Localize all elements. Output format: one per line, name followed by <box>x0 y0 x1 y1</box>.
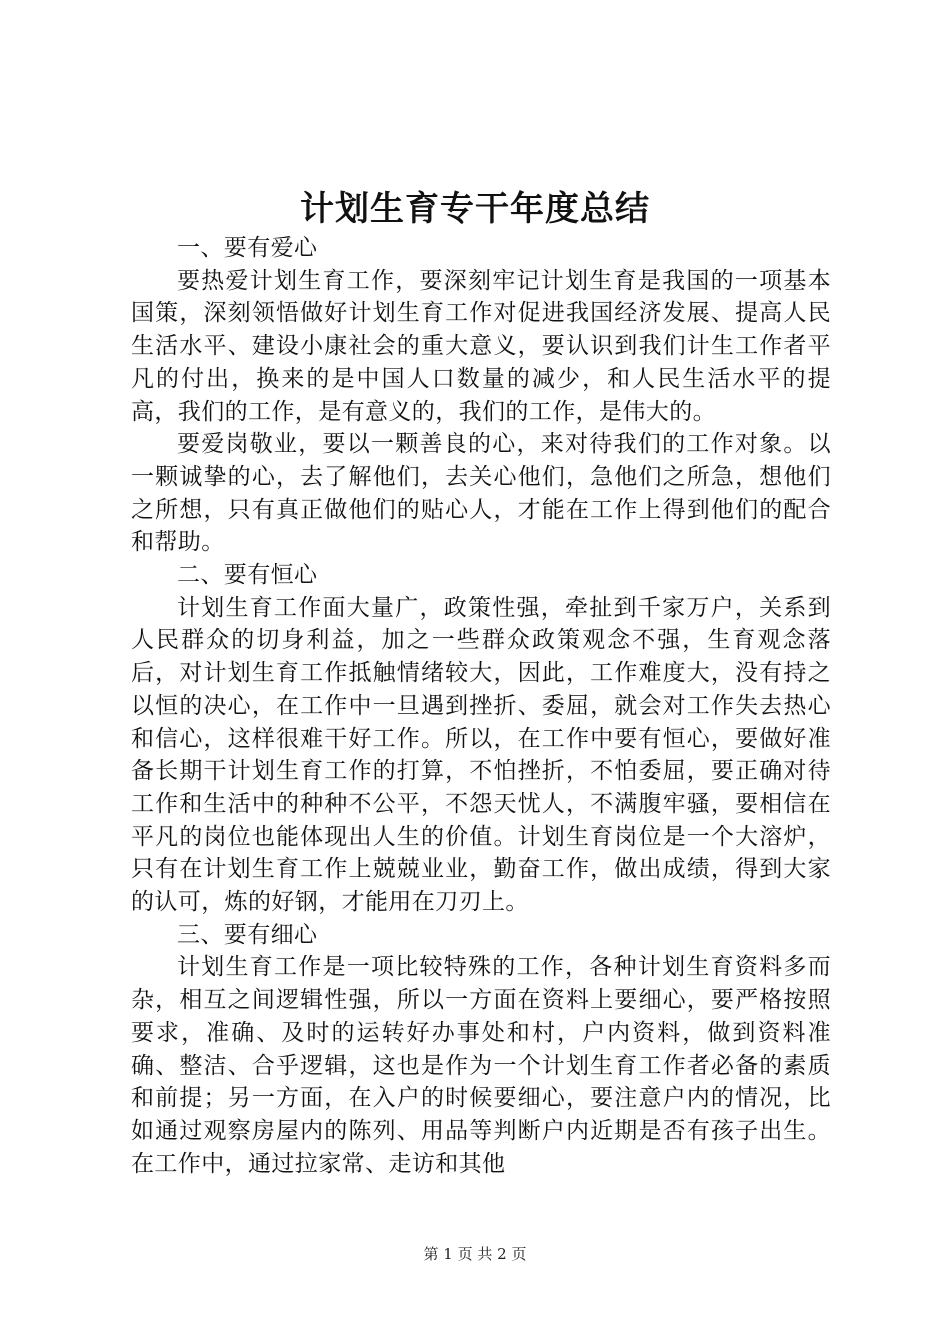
section-heading-2: 二、要有恒心 <box>177 562 318 589</box>
paragraph-2-1: 计划生育工作面大量广，政策性强，牵扯到千家万户，关系到人民群众的切身利益，加之一些群众政策观念不强，生育观念落后，对计划生育工作抵触情绪较大，因此，工作难度大，没有持之以恒的决心，在工作中一旦遇到挫折、委屈，就会对工作失去热心和信心，这样很难干好工作。所以，在工作中要有恒心，要做好准备长期干计划生育工作的打算，不怕挫折，不怕委屈，要正确对待工作和生活中的种种不公平，不怨天忧人，不满腹牢骚，要相信在平凡的岗位也能体现出人生的价值。计划生育岗位是一个大溶炉，只有在计划生育工作上兢兢业业，勤奋工作，做出成绩，得到大家的认可，炼的好钢，才能用在刀刃上。 <box>131 594 831 916</box>
document-title: 计划生育专干年度总结 <box>300 189 650 229</box>
paragraph-1-1: 要热爱计划生育工作，要深刻牢记计划生育是我国的一项基本国策，深刻领悟做好计划生育工作对促进我国经济发展、提高人民生活水平、建设小康社会的重大意义，要认识到我们计生工作者平凡的付出，换来的是中国人口数量的减少，和人民生活水平的提高，我们的工作，是有意义的，我们的工作，是伟大的。 <box>131 267 831 425</box>
section-heading-3: 三、要有细心 <box>177 921 318 948</box>
page-footer: 第 1 页 共 2 页 <box>423 1245 527 1263</box>
paragraph-1-2: 要爱岗敬业，要以一颗善良的心，来对待我们的工作对象。以一颗诚挚的心，去了解他们，去关心他们，急他们之所急，想他们之所想，只有真正做他们的贴心人，才能在工作上得到他们的配合和帮助。 <box>131 431 831 556</box>
paragraph-3-1: 计划生育工作是一项比较特殊的工作，各种计划生育资料多而杂，相互之间逻辑性强，所以一方面在资料上要细心，要严格按照要求，准确、及时的运转好办事处和村，户内资料，做到资料准确、整洁、合乎逻辑，这也是作为一个计划生育工作者必备的素质和前提；另一方面，在入户的时候要细心，要注意户内的情况，比如通过观察房屋内的陈列、用品等判断户内近期是否有孩子出生。在工作中，通过拉家常、走访和其他 <box>131 954 831 1177</box>
document-body <box>131 232 831 1180</box>
section-heading-1: 一、要有爱心 <box>177 235 318 261</box>
